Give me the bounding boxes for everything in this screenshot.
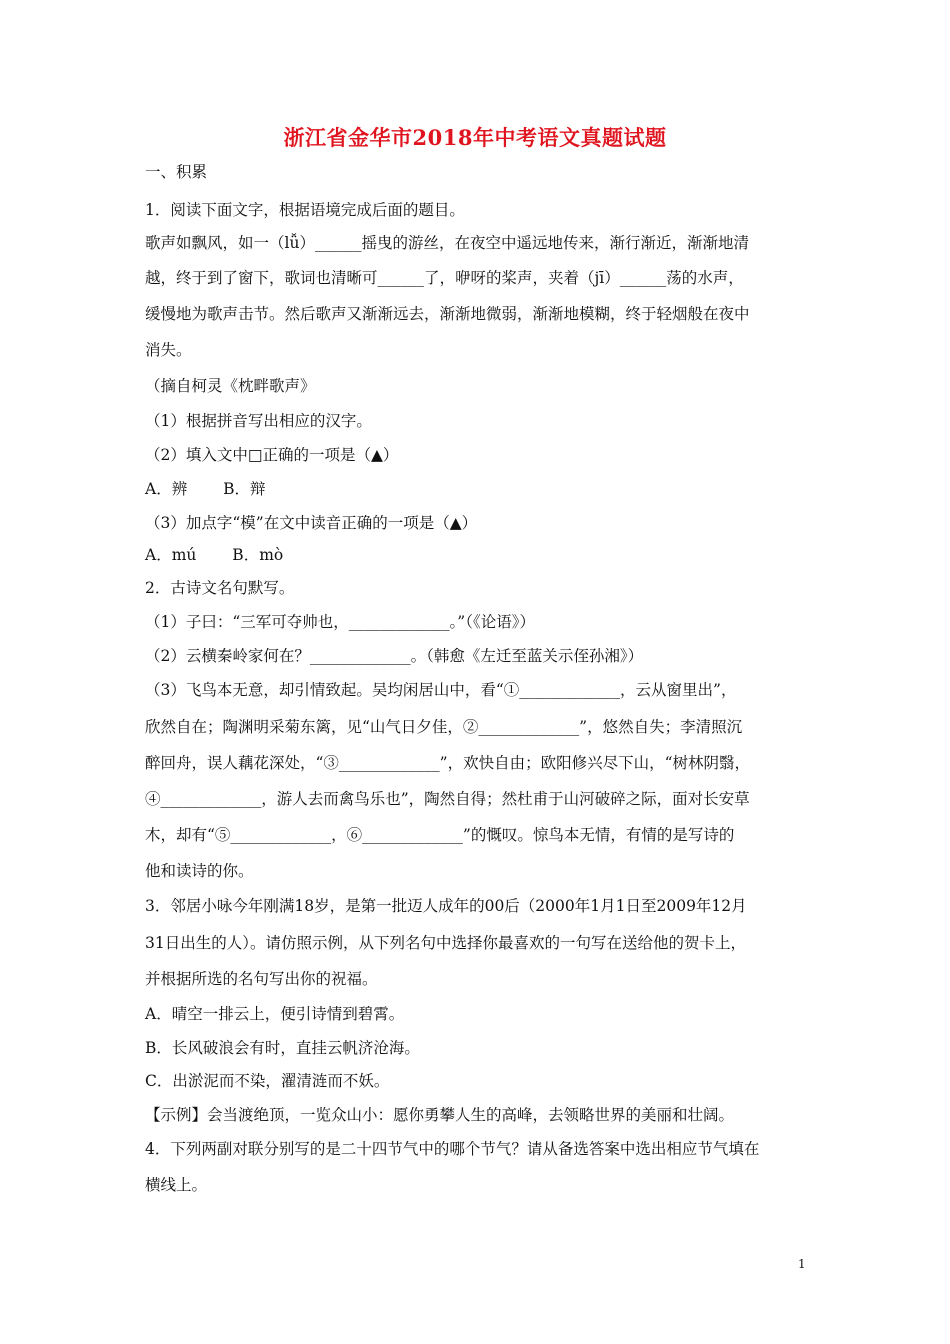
answer-options: A．辨 B．辩 [145, 480, 266, 498]
section-heading: 一、积累 [145, 163, 208, 181]
question-text-line: 并根据所选的名句写出你的祝福。 [145, 970, 378, 988]
answer-option: A．晴空一排云上，便引诗情到碧霄。 [145, 1005, 405, 1023]
sub-question: （2）填入文中□正确的一项是（▲） [145, 446, 399, 464]
passage-line: 歌声如飘风，如一（lǚ）______摇曳的游丝，在夜空中遥远地传来，渐行渐近，渐渐地清 [145, 234, 749, 252]
answer-option: C．出淤泥而不染，濯清涟而不妖。 [145, 1072, 390, 1090]
question-3: 3．邻居小咏今年刚满18岁，是第一批迈人成年的00后（2000年1月1日至2009年12月 [145, 897, 747, 915]
question-text-line: 欣然自在；陶渊明采菊东篱，见“山气日夕佳，②_____________”，悠然自失；李清照沉 [145, 718, 743, 736]
question-2: 2．古诗文名句默写。 [145, 579, 295, 597]
sub-question: （1）根据拼音写出相应的汉字。 [145, 412, 372, 430]
answer-option: B．长风破浪会有时，直挂云帆济沧海。 [145, 1039, 420, 1057]
sub-question: （3）飞鸟本无意，却引情致起。吴均闲居山中，看“①_____________，云从窗里出”， [145, 681, 737, 699]
page-number: 1 [798, 1257, 806, 1271]
passage-source: （摘自柯灵《枕畔歌声》 [145, 377, 316, 395]
question-4: 4．下列两副对联分别写的是二十四节气中的哪个节气？请从备选答案中选出相应节气填在 [145, 1140, 760, 1158]
passage-line: 消失。 [145, 341, 192, 359]
answer-options: A．mú B．mò [145, 546, 284, 564]
sub-question: （3）加点字“模”在文中读音正确的一项是（▲） [145, 514, 478, 532]
question-text-line: ④_____________，游人去而禽鸟乐也”，陶然自得；然杜甫于山河破碎之际，面对长安草 [145, 790, 750, 808]
example-line: 【示例】会当渡绝顶，一览众山小：愿你勇攀人生的高峰，去领略世界的美丽和壮阔。 [145, 1106, 735, 1124]
question-text-line: 31日出生的人）。请仿照示例，从下列名句中选择你最喜欢的一句写在送给他的贺卡上， [145, 934, 746, 952]
question-1: 1．阅读下面文字，根据语境完成后面的题目。 [145, 201, 465, 219]
question-text-line: 醉回舟，误人藕花深处，“③_____________”，欢快自由；欧阳修兴尽下山，“树林阴翳， [145, 754, 751, 772]
question-text-line: 横线上。 [145, 1176, 208, 1194]
sub-question: （2）云横秦岭家何在？_____________。（韩愈《左迁至蓝关示侄孙湘》） [145, 647, 644, 665]
sub-question: （1）子曰：“三军可夺帅也，_____________。”（《论语》） [145, 613, 535, 631]
page-title: 浙江省金华市2018年中考语文真题试题 [283, 125, 667, 150]
passage-line: 缓慢地为歌声击节。然后歌声又渐渐远去，渐渐地微弱，渐渐地模糊，终于轻烟般在夜中 [145, 305, 750, 323]
question-text-line: 木，却有“⑤_____________，⑥_____________”的慨叹。惊鸟本无情，有情的是写诗的 [145, 826, 735, 844]
passage-line: 越，终于到了窗下，歌词也清晰可______了，咿呀的桨声，夹着（jī）______荡的水声， [145, 269, 744, 287]
question-text-line: 他和读诗的你。 [145, 862, 254, 880]
